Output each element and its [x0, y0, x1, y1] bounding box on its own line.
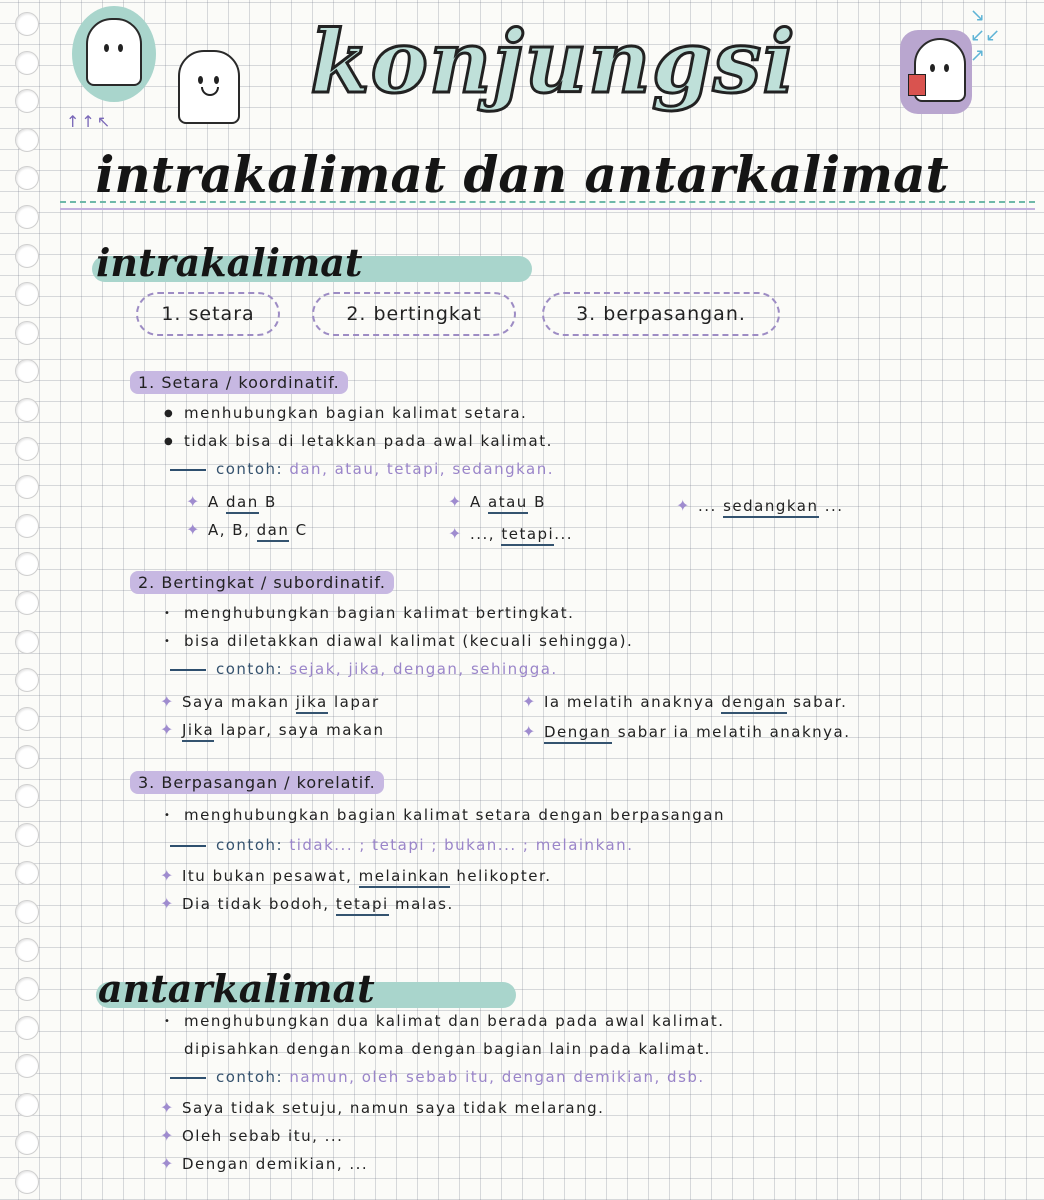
- ghost-popcorn-icon: [914, 38, 966, 102]
- type-pill-bertingkat: 2. bertingkat: [312, 292, 516, 336]
- binder-hole: [15, 552, 39, 576]
- example-item: ✦ Itu bukan pesawat, melainkan helikopter.: [160, 866, 552, 885]
- binder-hole: [15, 89, 39, 113]
- page-title: konjungsi: [310, 12, 796, 113]
- bullet-continuation: dipisahkan dengan koma dengan bagian lain pada kalimat.: [184, 1040, 711, 1058]
- binder-hole: [15, 591, 39, 615]
- binder-hole: [15, 398, 39, 422]
- binder-hole: [15, 1170, 39, 1194]
- binder-hole: [15, 938, 39, 962]
- binder-hole: [15, 823, 39, 847]
- example-item: ✦ ... sedangkan ...: [676, 496, 844, 515]
- binder-hole: [15, 437, 39, 461]
- type-pill-setara: 1. setara: [136, 292, 280, 336]
- example-item: ✦ Dengan demikian, ...: [160, 1154, 369, 1173]
- bullet-item: ● menhubungkan bagian kalimat setara.: [164, 404, 528, 422]
- binder-hole: [15, 51, 39, 75]
- bullet-item: • menghubungkan bagian kalimat setara dengan berpasangan: [164, 806, 725, 824]
- section-heading-intrakalimat: intrakalimat: [96, 240, 363, 285]
- example-item: ✦ Ia melatih anaknya dengan sabar.: [522, 692, 847, 711]
- binder-hole: [15, 668, 39, 692]
- divider: [60, 208, 1035, 210]
- contoh-line: contoh: sejak, jika, dengan, sehingga.: [170, 660, 558, 678]
- example-item: ✦ A atau B: [448, 492, 546, 511]
- binder-hole: [15, 244, 39, 268]
- binder-hole: [15, 321, 39, 345]
- bullet-item: • menghubungkan bagian kalimat bertingkat.: [164, 604, 575, 622]
- divider: [60, 201, 1035, 203]
- binder-hole: [15, 514, 39, 538]
- binder-hole: [15, 166, 39, 190]
- binder-hole: [15, 630, 39, 654]
- example-item: ✦ A dan B: [186, 492, 277, 511]
- binder-hole: [15, 861, 39, 885]
- example-item: ✦ A, B, dan C: [186, 520, 308, 539]
- binder-hole: [15, 707, 39, 731]
- subsection-title-berpasangan: 3. Berpasangan / korelatif.: [124, 772, 390, 793]
- example-item: ✦ ..., tetapi...: [448, 524, 573, 543]
- popcorn-icon: [908, 74, 926, 96]
- binder-hole: [15, 128, 39, 152]
- binder-hole: [15, 359, 39, 383]
- bullet-item: ● tidak bisa di letakkan pada awal kalimat.: [164, 432, 553, 450]
- sparkle-icon: ↘ ↙↙ ↗: [970, 5, 1001, 66]
- subsection-title-setara: 1. Setara / koordinatif.: [124, 372, 354, 393]
- binder-hole: [15, 205, 39, 229]
- page-subtitle: intrakalimat dan antarkalimat: [95, 145, 949, 204]
- contoh-line: contoh: namun, oleh sebab itu, dengan demikian, dsb.: [170, 1068, 705, 1086]
- example-item: ✦ Dia tidak bodoh, tetapi malas.: [160, 894, 454, 913]
- arrows-icon: ↑↑↖: [66, 112, 113, 131]
- contoh-line: contoh: dan, atau, tetapi, sedangkan.: [170, 460, 554, 478]
- contoh-line: contoh: tidak... ; tetapi ; bukan... ; melainkan.: [170, 836, 633, 854]
- binder-hole: [15, 282, 39, 306]
- binder-hole: [15, 1016, 39, 1040]
- example-item: ✦ Saya makan jika lapar: [160, 692, 380, 711]
- binder-hole: [15, 1131, 39, 1155]
- ghost-icon: [178, 50, 240, 124]
- binder-hole: [15, 475, 39, 499]
- example-item: ✦ Oleh sebab itu, ...: [160, 1126, 344, 1145]
- binder-hole: [15, 745, 39, 769]
- example-item: ✦ Jika lapar, saya makan: [160, 720, 385, 739]
- type-pill-berpasangan: 3. berpasangan.: [542, 292, 780, 336]
- binder-hole: [15, 1054, 39, 1078]
- example-item: ✦ Dengan sabar ia melatih anaknya.: [522, 722, 851, 741]
- binder-hole: [15, 1093, 39, 1117]
- binder-holes: [0, 0, 48, 1200]
- binder-hole: [15, 900, 39, 924]
- binder-hole: [15, 12, 39, 36]
- section-heading-antarkalimat: antarkalimat: [98, 966, 375, 1011]
- subsection-title-bertingkat: 2. Bertingkat / subordinatif.: [124, 572, 400, 593]
- bullet-item: • bisa diletakkan diawal kalimat (kecuali sehingga).: [164, 632, 634, 650]
- example-item: ✦ Saya tidak setuju, namun saya tidak melarang.: [160, 1098, 605, 1117]
- binder-hole: [15, 977, 39, 1001]
- ghost-icon: [86, 18, 142, 86]
- bullet-item: • menghubungkan dua kalimat dan berada pada awal kalimat.: [164, 1012, 725, 1030]
- binder-hole: [15, 784, 39, 808]
